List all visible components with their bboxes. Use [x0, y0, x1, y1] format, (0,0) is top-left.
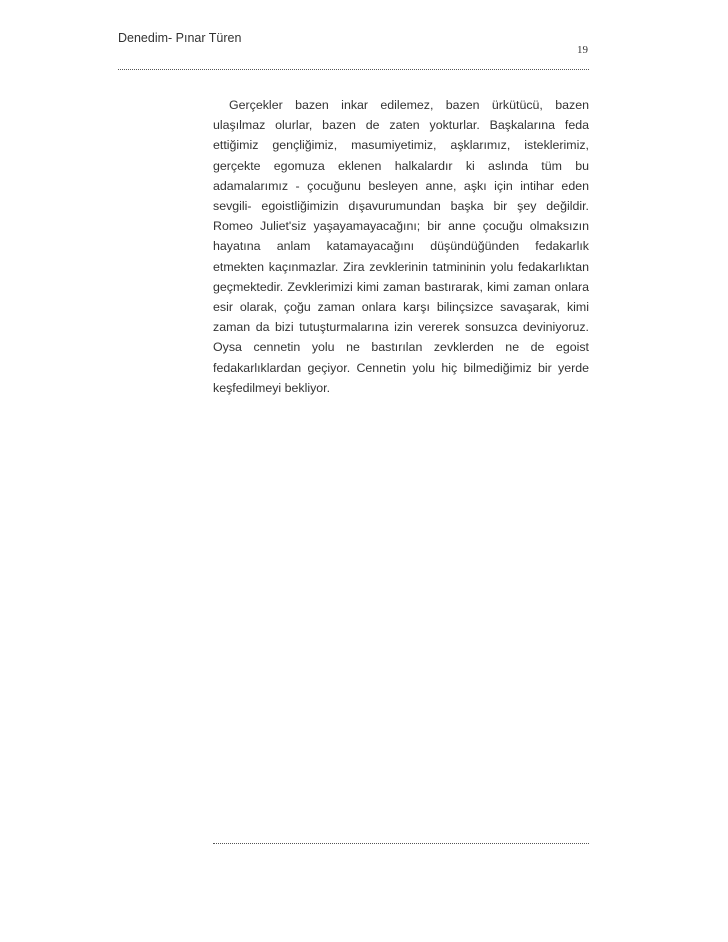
header-divider	[118, 69, 589, 70]
footer-divider	[213, 843, 589, 844]
running-header: Denedim- Pınar Türen	[118, 31, 242, 45]
body-paragraph: Gerçekler bazen inkar edilemez, bazen ürkütücü, bazen ulaşılmaz olurlar, bazen de zaten yokturlar. Başkalarına feda ettiğimiz gençliğimiz, masumiyetimiz, aşklarımız, isteklerimiz, gerçekte egomuza eklenen halkalardır ki aslında tüm bu adamalarımız - çocuğunu besleyen anne, aşkı için intihar eden sevgili- egoistliğimizin dışavurumundan başka bir şey değildir. Romeo Juliet'siz yaşayamayacağını; bir anne çocuğu olmaksızın hayatına anlam katamayacağını düşündüğünden fedakarlık etmekten kaçınmazlar. Zira zevklerinin tatmininin yolu fedakarlıktan geçmektedir. Zevklerimizi kimi zaman bastırarak, kimi zaman onlara esir olarak, çoğu zaman onlara karşı bilinçsizce savaşarak, kimi zaman da bizi tutuşturmalarına izin vererek sonsuzca deviniyoruz. Oysa cennetin yolu ne bastırılan zevklerden ne de egoist fedakarlıklardan geçiyor. Cennetin yolu hiç bilmediğimiz bir yerde keşfedilmeyi bekliyor.	[213, 98, 589, 395]
page-number: 19	[577, 44, 588, 56]
